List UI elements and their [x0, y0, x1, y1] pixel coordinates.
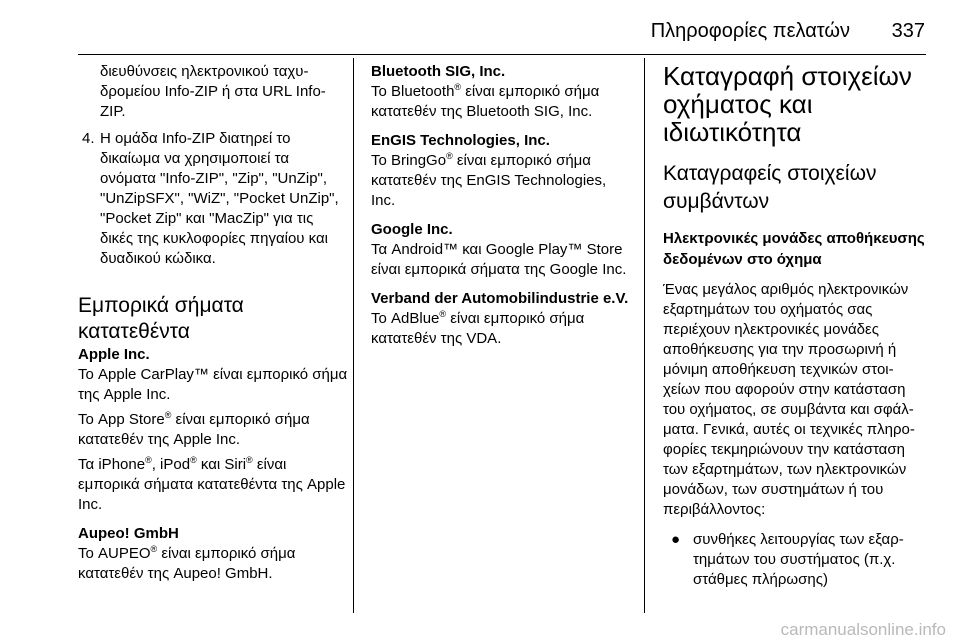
watermark-url: carmanualsonline.info — [780, 620, 946, 639]
column-2 — [371, 62, 633, 349]
brand-bluetooth: Bluetooth SIG, Inc. — [371, 63, 506, 80]
column-divider-2 — [644, 58, 645, 613]
registered-mark: ® — [190, 455, 197, 465]
brand-vda: Verband der Automobilindustrie e.V. — [371, 290, 629, 307]
page-number: 337 — [891, 20, 925, 42]
brand-aupeo: Aupeo! GmbH — [78, 525, 179, 542]
registered-mark: ® — [446, 151, 453, 161]
chapter-title: Καταγραφή στοιχείων οχήματος και ιδιωτικότητα — [663, 61, 912, 147]
registered-mark: ® — [150, 544, 158, 554]
registered-mark: ® — [246, 455, 253, 465]
aupeo-paragraph: Το AUPEO® είναι εμπορικό σήμα κατατεθέν της Aupeo! GmbH. — [78, 544, 296, 582]
google-paragraph: Τα Android™ και Google Play™ Store είναι εμπορικά σήματα της Google Inc. — [371, 241, 627, 278]
registered-mark: ® — [164, 410, 172, 420]
vda-paragraph: Το AdBlue® είναι εμπορικό σήμα κατατεθέν της VDA. — [371, 309, 585, 347]
apple-paragraph-2: Το App Store® είναι εμπορικό σήμα κατατεθέν της Apple Inc. — [78, 410, 310, 448]
list-item-text: Η ομάδα Info-ZIP διατηρεί το δικαίωμα να χρησιμοποιεί τα ονόματα "Info-ZIP", "Zip", "UnZip", "UnZipSFX", "WiZ", "Pocket UnZip", "Pocket Zip" και "MacZip" για τις δικές της κυκλοφορίες πηγαίου και δυαδικού κώδικα. — [100, 130, 339, 267]
bullet-item — [663, 530, 925, 590]
subsection-title: Ηλεκτρονικές μονάδες αποθήκευσης δεδομένων στο όχημα — [663, 230, 925, 268]
list-item-4 — [78, 129, 348, 269]
column-3 — [663, 62, 925, 590]
brand-google: Google Inc. — [371, 221, 453, 238]
page-header — [0, 0, 960, 56]
column-1 — [78, 62, 348, 584]
header-rule — [78, 54, 926, 55]
list-continuation: διευθύνσεις ηλεκτρονικού ταχυδρομείου Info-ZIP ή στα URL Info-ZIP. — [100, 63, 326, 120]
list-item-number: 4. — [82, 130, 95, 147]
bluetooth-paragraph: Το Bluetooth® είναι εμπορικό σήμα κατατεθέν της Bluetooth SIG, Inc. — [371, 82, 600, 120]
column-divider-1 — [353, 58, 354, 613]
registered-mark: ® — [145, 455, 152, 465]
header-title: Πληροφορίες πελατών — [650, 20, 850, 42]
registered-mark: ® — [454, 82, 462, 92]
bullet-icon: ● — [671, 531, 681, 548]
brand-apple: Apple Inc. — [78, 346, 150, 363]
apple-paragraph-3: Τα iPhone®, iPod® και Siri® είναι εμπορικά σήματα κατατεθέντα της Apple Inc. — [78, 455, 346, 513]
apple-paragraph-1: Το Apple CarPlay™ είναι εμπορικό σήμα της Apple Inc. — [78, 366, 348, 403]
engis-paragraph: Το BringGo® είναι εμπορικό σήμα κατατεθέν της EnGIS Technologies, Inc. — [371, 151, 607, 209]
bullet-text: συνθήκες λειτουργίας των εξαρτημάτων του συστήματος (π.χ. στάθμες πλήρωσης) — [693, 531, 904, 588]
brand-engis: EnGIS Technologies, Inc. — [371, 132, 550, 149]
registered-mark: ® — [439, 309, 447, 319]
body-paragraph: Ένας μεγάλος αριθμός ηλεκτρονικών εξαρτημάτων του οχήματός σας περιέχουν ηλεκτρονικές μονάδες αποθήκευσης για την προσωρινή ή μόνιμη αποθήκευση τεχνικών στοιχείων που αφορούν στην κατάσταση του οχήματος, σε συμβάντα και σφάλματα. Γενικά, αυτές οι τεχνικές πληροφορίες τεκμηριώνουν την κατάσταση των εξαρτημάτων, των ηλεκτρονικών μονάδων, των συστημάτων ή του περιβάλλοντος: — [663, 281, 915, 518]
section-title-event-recorders: Καταγραφείς στοιχείων συμβάντων — [663, 162, 877, 213]
section-title-trademarks: Εμπορικά σήματα κατατεθέντα — [78, 294, 244, 343]
